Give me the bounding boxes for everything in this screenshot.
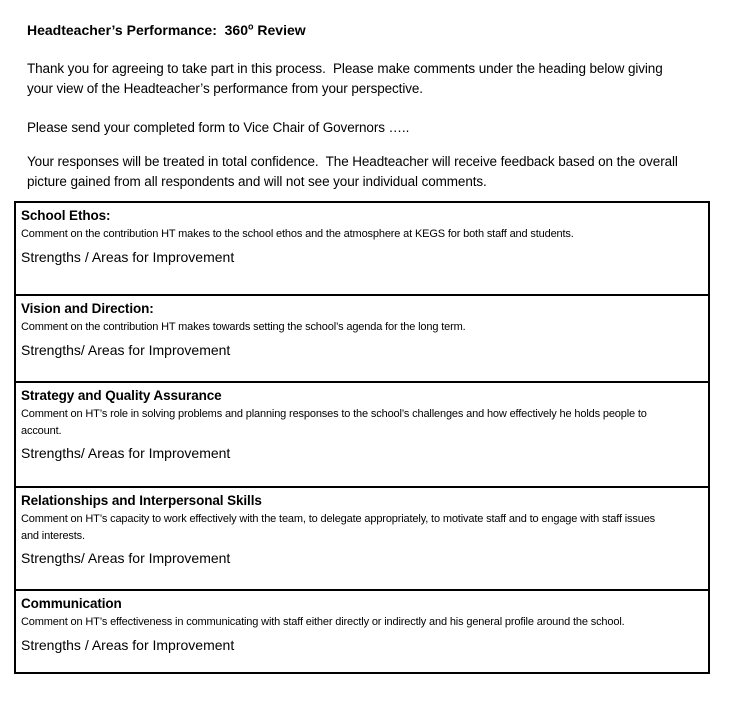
section-vision-and-direction (16, 294, 708, 381)
response-area (21, 266, 702, 295)
title-text-suffix: Review (253, 22, 306, 38)
section-heading: Relationships and Interpersonal Skills (21, 493, 262, 508)
strengths-label: Strengths/ Areas for Improvement (21, 550, 231, 566)
intro-paragraph-thankyou (27, 59, 716, 99)
section-school-ethos (16, 203, 708, 294)
section-description (21, 614, 702, 631)
text-line: your view of the Headteacher’s performance from your perspective. (27, 81, 423, 96)
section-description (21, 406, 702, 439)
text-line: account. (21, 424, 62, 437)
text-line: Thank you for agreeing to take part in this process. Please make comments under the heading below giving (27, 61, 663, 76)
review-table (14, 201, 710, 674)
strengths-label: Strengths / Areas for Improvement (21, 248, 235, 265)
section-description (21, 319, 702, 336)
section-heading: Strategy and Quality Assurance (21, 388, 222, 403)
text-line: picture gained from all respondents and will not see your individual comments. (27, 174, 487, 189)
document-page (0, 22, 743, 674)
intro-paragraph-send-form: Please send your completed form to Vice Chair of Governors ….. (27, 120, 410, 135)
text-line: Comment on HT’s role in solving problems and planning responses to the school’s challenges and how effectively he holds people to (21, 408, 647, 420)
response-area (21, 654, 702, 673)
page-title (27, 22, 716, 38)
strengths-label: Strengths/ Areas for Improvement (21, 341, 231, 358)
section-description (21, 226, 702, 243)
section-heading: School Ethos: (21, 208, 111, 223)
document-intro (0, 22, 743, 192)
text-line: Comment on HT’s capacity to work effectively with the team, to delegate appropriately, to motivate staff and to engage with staff issues (21, 513, 656, 525)
text-line: Comment on HT’s effectiveness in communicating with staff either directly or indirectly and his general profile around the school. (21, 616, 625, 628)
text-line: Your responses will be treated in total confidence. The Headteacher will receive feedback based on the overall (27, 154, 678, 169)
title-text: Headteacher’s Performance: 360 (27, 22, 248, 38)
response-area (21, 359, 702, 382)
strengths-label: Strengths/ Areas for Improvement (21, 445, 231, 461)
text-line: Comment on the contribution HT makes to the school ethos and the atmosphere at KEGS for both staff and students. (21, 228, 574, 240)
section-heading: Communication (21, 596, 122, 611)
strengths-label: Strengths / Areas for Improvement (21, 636, 235, 653)
intro-paragraph-confidence (27, 152, 716, 192)
text-line: Comment on the contribution HT makes towards setting the school’s agenda for the long term. (21, 321, 466, 333)
section-strategy-and-quality-assurance (16, 381, 708, 486)
section-communication (16, 589, 708, 672)
section-description (21, 511, 702, 544)
response-area (21, 567, 702, 589)
section-heading: Vision and Direction: (21, 301, 154, 316)
section-relationships-and-interpersonal-skills (16, 486, 708, 589)
text-line: and interests. (21, 529, 85, 542)
response-area (21, 462, 702, 486)
degree-superscript: o (248, 21, 254, 32)
